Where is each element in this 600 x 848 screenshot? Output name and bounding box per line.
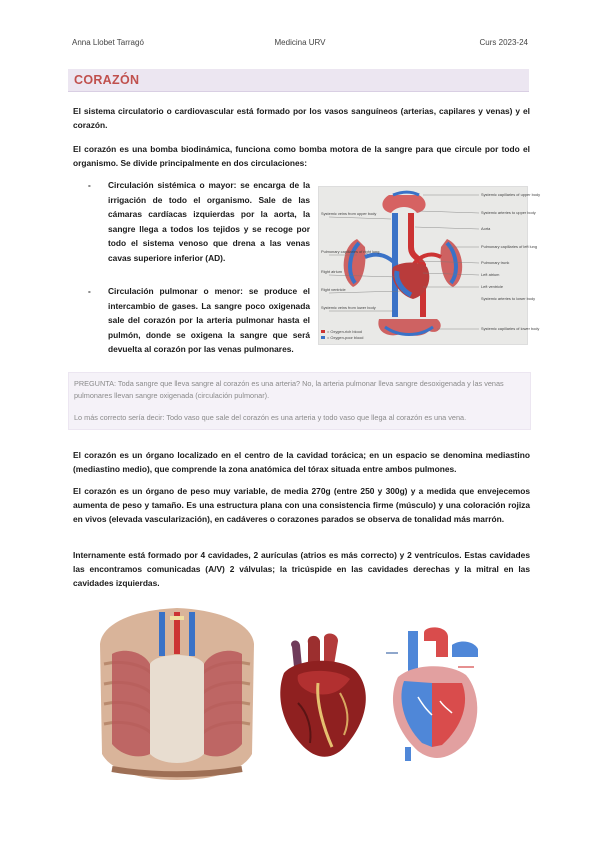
label-left-ventricle: Left ventricle (481, 284, 504, 289)
question-box (68, 372, 531, 430)
label-left-atrium: Left atrium (481, 272, 500, 277)
list-item-text: Circulación sistémica o mayor: se encarga de la irrigación de todo el organismo. Sale de las cámaras cardíacas izquierdas por la aorta, la sangre llega a todos los tejidos y se recoge por todo el sistema venoso que drena a las venas cavas superiore inferior (AD). (108, 180, 310, 263)
label-veins-upper: Systemic veins from upper body (321, 211, 377, 216)
page-header (72, 38, 528, 50)
header-subject: Medicina URV (274, 38, 326, 47)
label-right-atrium: Right atrium (321, 269, 342, 274)
heart-image (268, 633, 376, 765)
paragraph-cavities: Internamente está formado por 4 cavidades, 2 aurículas (atrios es más correcto) y 2 ventrículos. Estas cavidades las encontramos comunicadas (A/V) 2 válvulas; la tricúspide en las cavidades derechas y la mitral en las cavidades izquierdas. (73, 550, 530, 588)
section-title-bar (68, 69, 529, 92)
list-item-pulmonary: - Circulación pulmonar o menor: se produce el intercambio de gases. La sangre poco oxigenada sale del corazón por la arteria pulmonar hasta el pulmón, donde se oxigena la sangre que será devuelta al corazón por las venas pulmonares. (88, 284, 310, 357)
header-course: Curs 2023-24 (479, 38, 528, 47)
label-pulm-cap-right: Pulmonary capillaries of right lung (321, 249, 380, 254)
label-veins-lower: Systemic veins from lower body (321, 305, 376, 310)
label-systemic-upper: Systemic capillaries of upper body (481, 192, 541, 197)
list-item-text: Circulación pulmonar o menor: se produce el intercambio de gases. La sangre poco oxigenada sale del corazón por la arteria pulmonar hasta el pulmón, donde se oxigena la sangre que será devuelta al corazón por las venas pulmonares. (108, 286, 310, 355)
section-title: CORAZÓN (74, 73, 140, 87)
label-pulm-cap-left: Pulmonary capillaries of left lung (481, 244, 538, 249)
header-author: Anna Llobet Tarragó (72, 38, 144, 47)
legend-oxygen-rich: = Oxygen-rich blood (327, 329, 362, 334)
thorax-dissection-image (92, 604, 262, 780)
label-systemic-lower: Systemic capillaries of lower body (481, 326, 540, 331)
answer-text: Lo más correcto sería decir: Todo vaso que sale del corazón es una arteria y todo vaso que llega al corazón es una vena. (74, 413, 467, 422)
label-pulm-trunk: Pulmonary trunk (481, 260, 510, 265)
label-arteries-upper: Systemic arteries to upper body (481, 210, 536, 215)
label-aorta: Aorta (481, 226, 491, 231)
list-item-systemic: - Circulación sistémica o mayor: se encarga de la irrigación de todo el organismo. Sale de las cámaras cardíacas izquierdas por la aorta, la sangre llega a todos los tejidos y se recoge por todo el sistema venoso que drena a las venas cavas superiore inferior (AD). (88, 178, 310, 266)
heart-chambers-diagram (378, 627, 486, 765)
circulation-diagram (318, 186, 541, 345)
legend-oxygen-poor: = Oxygen-poor blood (327, 335, 364, 340)
paragraph-pump: El corazón es una bomba biodinámica, funciona como bomba motora de la sangre para que circule por todo el organismo. Se divide principalmente en dos circulaciones: (73, 144, 530, 168)
paragraph-intro: El sistema circulatorio o cardiovascular está formado por los vasos sanguíneos (arterias, capilares y venas) y el corazón. (73, 106, 530, 130)
label-right-ventricle: Right ventricle (321, 287, 346, 292)
question-text: PREGUNTA: Toda sangre que lleva sangre al corazón es una arteria? No, la arteria pulmonar lleva sangre desoxigenada y las venas pulmonares llevan sangre oxigenada (circulación pulmonar). (74, 379, 504, 400)
label-arteries-lower: Systemic arteries to lower body (481, 296, 536, 301)
paragraph-weight: El corazón es un órgano de peso muy variable, de media 270g (entre 250 y 300g) y a medida que envejecemos aumenta de peso y tamaño. Es una estructura plana con una consistencia firme (músculo) y una coloración rojiza en vivos (elevada vascularización), en cadáveres o corazones parados se observa de tonalidad más marrón. (73, 486, 530, 524)
paragraph-location: El corazón es un órgano localizado en el centro de la cavidad torácica; en un espacio se denomina mediastino (mediastino medio), que comprende la zona anatómica del tórax situada entre ambos pulmones. (73, 450, 530, 474)
